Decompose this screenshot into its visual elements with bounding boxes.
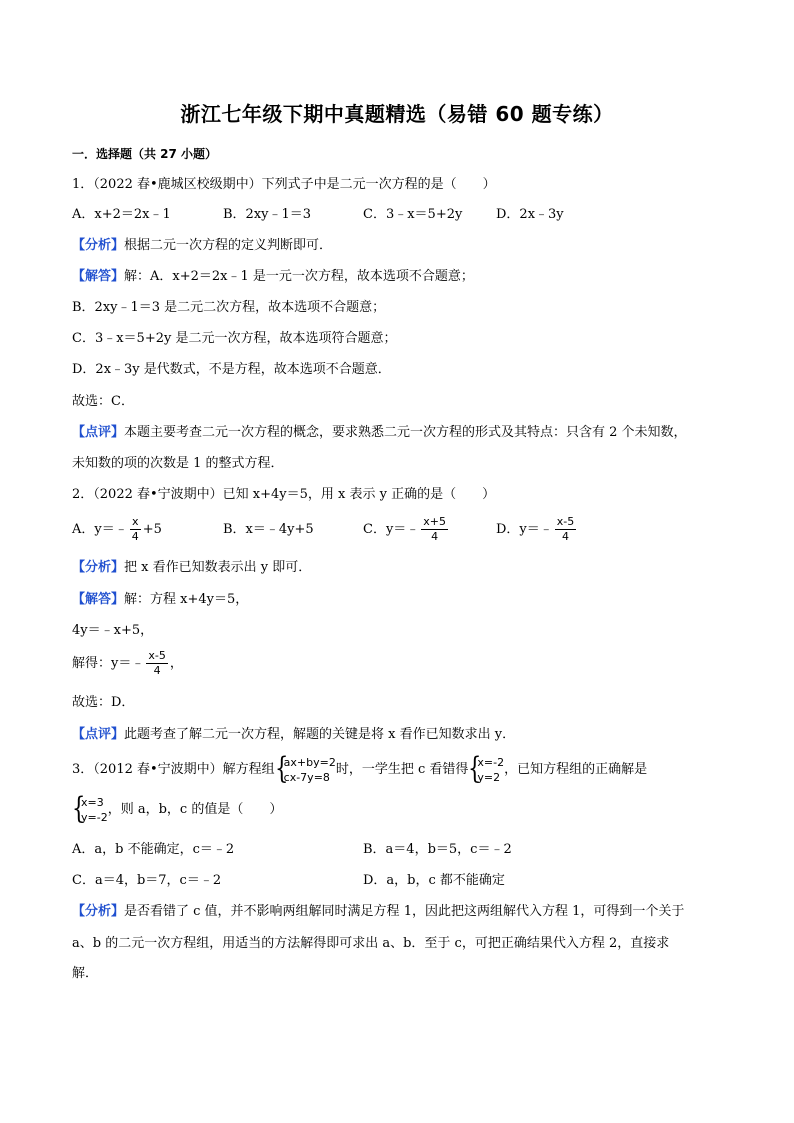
analysis-tag: 【分析】: [72, 238, 125, 253]
q2-option-a: [72, 515, 162, 545]
fraction-denominator: 4: [562, 530, 570, 543]
q1-option-b: B．2xy﹣1＝3: [223, 207, 312, 222]
answer-tag: 【解答】: [72, 592, 125, 607]
answer-text: 解：方程 x+4y＝5，: [124, 592, 249, 607]
wrong-solution-system: [468, 750, 505, 786]
analysis-tag: 【分析】: [72, 560, 125, 575]
analysis-tag: 【分析】: [72, 904, 125, 919]
option-a-prefix: A．y＝﹣: [72, 522, 128, 537]
q1-choice: 故选：C．: [72, 394, 134, 409]
q3-option-b: B．a＝4，b＝5，c＝﹣2: [363, 842, 512, 857]
q2-option-b: B．x＝﹣4y+5: [223, 522, 314, 537]
q2-option-d: [496, 515, 578, 545]
answer-fraction: [146, 649, 167, 678]
q1-answer-line-2: B．2xy﹣1＝3 是二元二次方程，故本选项不合题意；: [72, 300, 386, 315]
section-heading: 一．选择题（共 27 小题）: [72, 147, 218, 161]
q1-answer-line-4: D．2x﹣3y 是代数式，不是方程，故本选项不合题意．: [72, 362, 391, 377]
q1-option-c: C．3﹣x＝5+2y: [363, 207, 463, 222]
equation-line: y=2: [477, 770, 501, 784]
q1-answer-line-1: [72, 269, 474, 285]
analysis-text: 把 x 看作已知数表示出 y 即可．: [124, 560, 312, 575]
comment-text: 此题考查了解二元一次方程，解题的关键是将 x 看作已知数求出 y．: [124, 727, 516, 742]
q2-answer-line-2: 4y＝﹣x+5，: [72, 623, 154, 638]
q1-answer-line-3: C．3﹣x＝5+2y 是二元一次方程，故本选项符合题意；: [72, 331, 397, 346]
option-c-fraction: [421, 515, 448, 544]
fraction-denominator: 4: [431, 530, 439, 543]
option-c-prefix: C．y＝﹣: [363, 522, 420, 537]
equation-line: x=-2: [477, 755, 505, 769]
analysis-text: 是否看错了 c 值，并不影响两组解同时满足方程 1，因此把这两组解代入方程 1，可得到一个关于: [124, 904, 685, 919]
page-title: 浙江七年级下期中真题精选（易错 60 题专练）: [180, 102, 614, 126]
stem-end: ，则 a，b，c 的值是（ ）: [107, 802, 283, 817]
brace-icon: {: [72, 790, 86, 826]
q2-analysis: [72, 560, 311, 576]
option-a-suffix: +5: [142, 522, 162, 537]
q1-comment-line-1: [72, 425, 687, 441]
q1-option-a: A．x+2＝2x﹣1: [72, 207, 171, 222]
equation-line: y=-2: [81, 810, 108, 824]
q2-stem: 2．（2022 春•宁波期中）已知 x+4y＝5，用 x 表示 y 正确的是（ ）: [72, 487, 496, 502]
fraction-numerator: x: [130, 515, 141, 530]
q2-option-c: [363, 515, 450, 545]
q1-comment-line-2: 未知数的项的次数是 1 的整式方程．: [72, 456, 284, 471]
equation-line: ax+by=2: [283, 755, 336, 769]
q3-stem-line-1: [72, 752, 647, 788]
q3-analysis-line-2: a、b 的二元一次方程组，用适当的方法解得即可求出 a、b．至于 c，可把正确结果代入方程 2，直接求: [72, 936, 670, 951]
q3-option-d: D．a，b，c 都不能确定: [363, 873, 505, 888]
q3-analysis-line-1: [72, 904, 684, 920]
answer-text: 解：A．x+2＝2x﹣1 是一元一次方程，故本选项不合题意；: [124, 269, 474, 284]
q3-option-c: C．a＝4，b＝7，c＝﹣2: [72, 873, 222, 888]
stem-suffix: ，已知方程组的正确解是: [504, 762, 648, 777]
fraction-denominator: 4: [131, 530, 139, 543]
equation-system: [274, 750, 336, 786]
stem-middle: 时，一学生把 c 看错得: [335, 762, 469, 777]
correct-solution-system: [72, 790, 108, 826]
fraction-numerator: x-5: [556, 515, 575, 528]
stem-prefix: 3．（2012 春•宁波期中）解方程组: [72, 762, 275, 777]
answer-prefix: 解得：y＝﹣: [72, 656, 145, 671]
q1-stem: 1．（2022 春•鹿城区校级期中）下列式子中是二元一次方程的是（ ）: [72, 177, 496, 192]
q3-stem-line-2: [72, 792, 282, 828]
q1-option-d: D．2x﹣3y: [496, 207, 564, 222]
analysis-text: 根据二元一次方程的定义判断即可．: [124, 238, 333, 253]
equation-line: x=3: [81, 795, 104, 809]
q2-answer-line-1: [72, 592, 248, 608]
brace-icon: {: [468, 750, 482, 786]
comment-tag: 【点评】: [72, 727, 125, 742]
q3-option-a: A．a，b 不能确定，c＝﹣2: [72, 842, 235, 857]
comment-text: 本题主要考查二元一次方程的概念，要求熟悉二元一次方程的形式及其特点：只含有 2 个未知数，: [124, 425, 687, 440]
q2-choice: 故选：D．: [72, 695, 135, 710]
equation-line: cx-7y=8: [283, 770, 330, 784]
option-d-prefix: D．y＝﹣: [496, 522, 553, 537]
comment-tag: 【点评】: [72, 425, 125, 440]
q2-answer-line-3: [72, 649, 183, 679]
q2-comment: [72, 727, 515, 743]
fraction-numerator: x+5: [423, 515, 447, 528]
option-d-fraction: [555, 515, 576, 544]
q1-analysis: [72, 238, 332, 254]
brace-icon: {: [274, 750, 289, 786]
q3-analysis-line-3: 解．: [72, 966, 99, 981]
option-a-fraction: [130, 515, 141, 544]
answer-suffix: ，: [169, 656, 183, 671]
fraction-denominator: 4: [153, 664, 161, 677]
answer-tag: 【解答】: [72, 269, 125, 284]
fraction-numerator: x-5: [148, 649, 166, 662]
